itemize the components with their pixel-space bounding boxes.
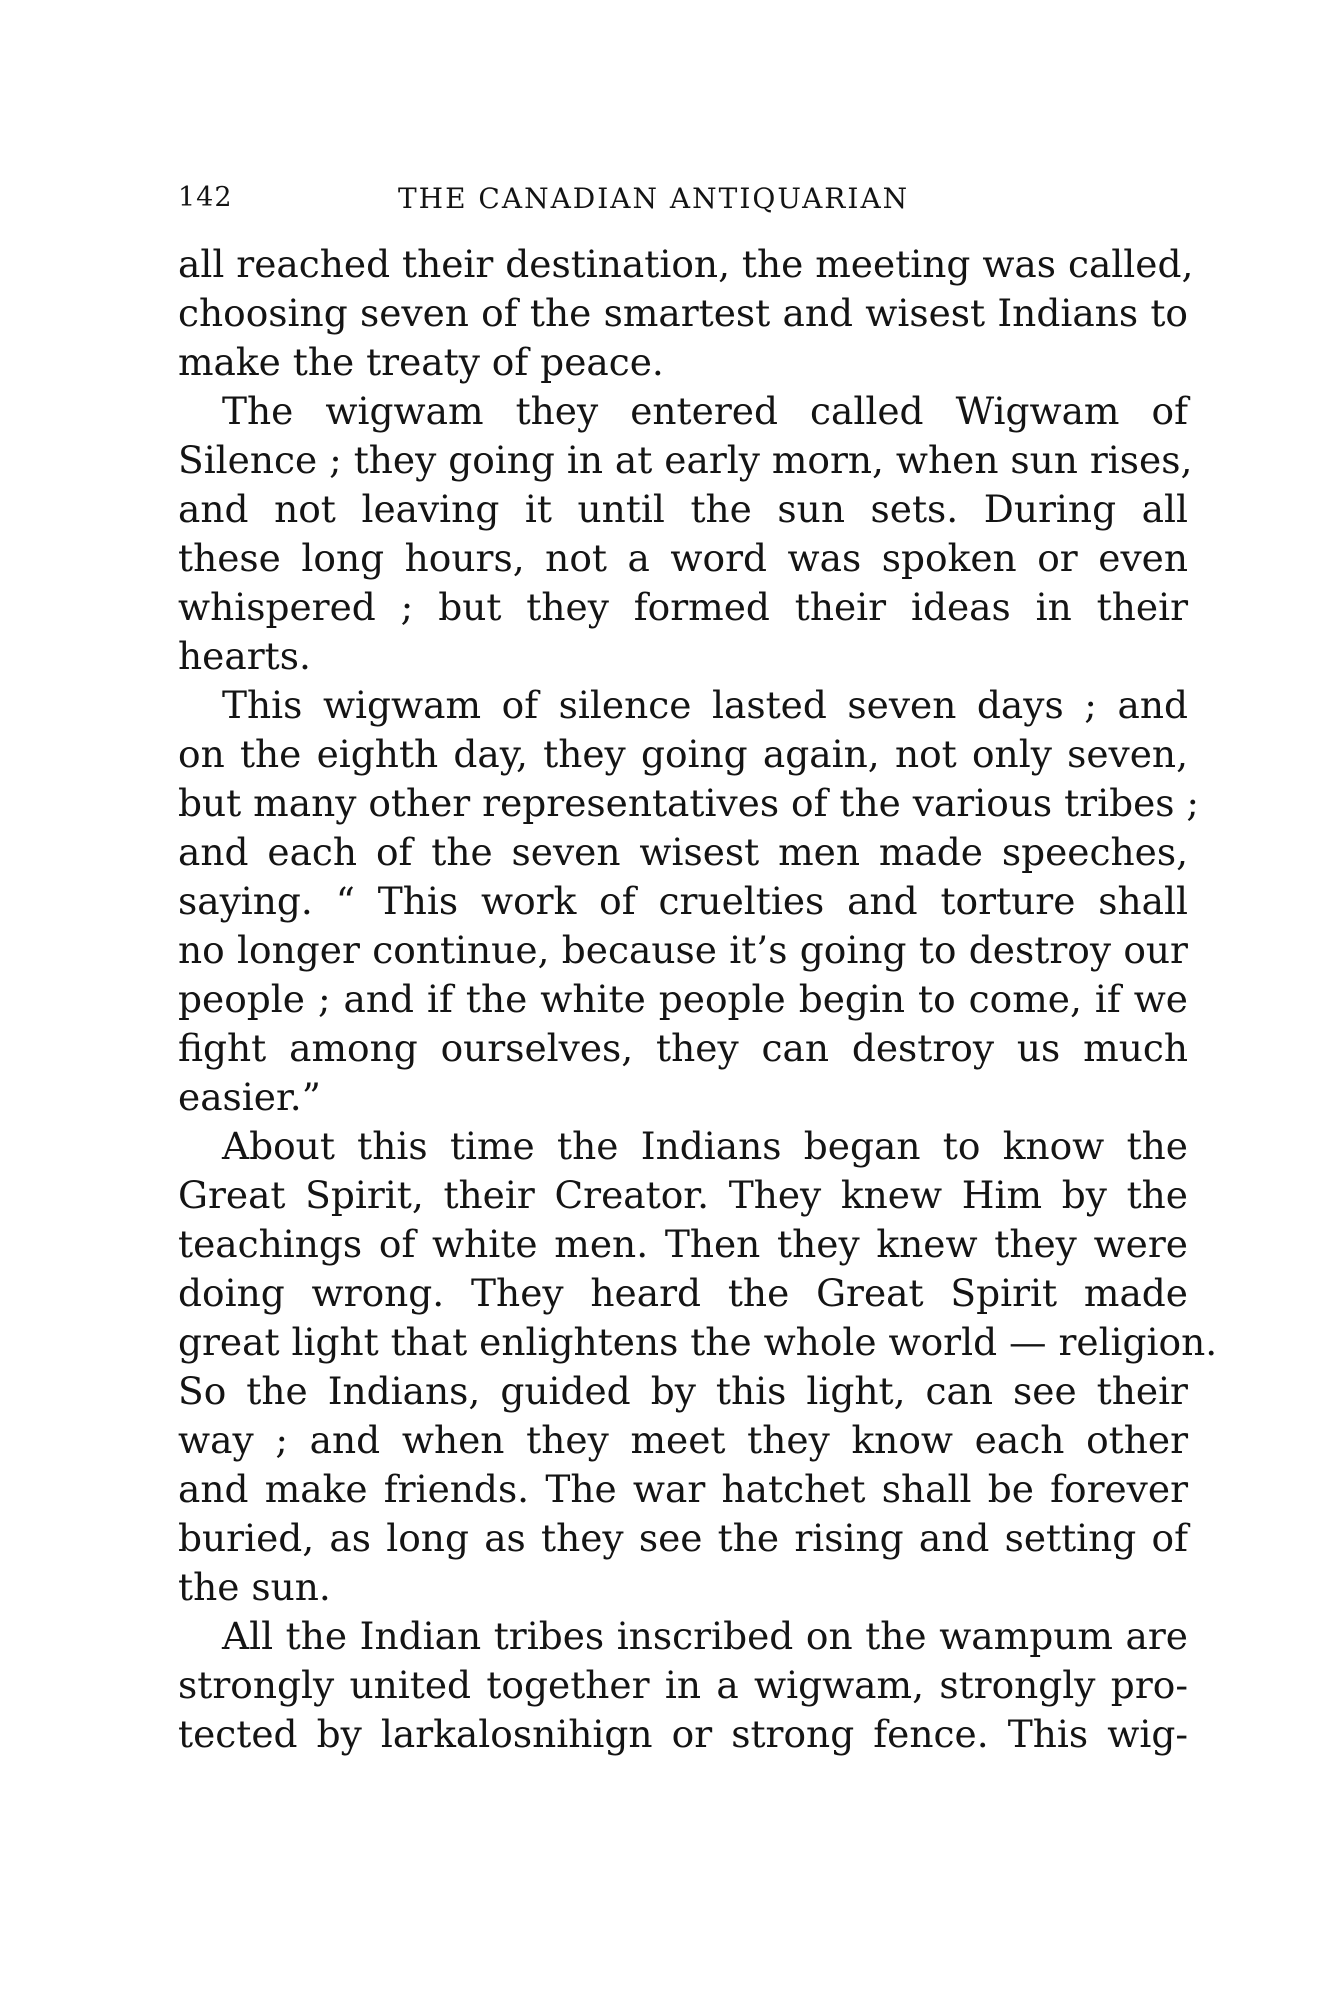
- text-line: but many other representatives of the various tribes ;: [178, 781, 1200, 825]
- text-line: on the eighth day, they going again, not only seven,: [178, 732, 1188, 776]
- text-line: and not leaving it until the sun sets. During all: [178, 487, 1188, 531]
- body-text: [178, 240, 1218, 1759]
- text-line: This wigwam of silence lasted seven days ; and: [222, 683, 1188, 727]
- running-head: [178, 182, 1188, 228]
- text-line: tected by larkalosnihign or strong fence. This wig-: [178, 1712, 1188, 1756]
- running-title: THE CANADIAN ANTIQUARIAN: [398, 182, 910, 215]
- text-line: Great Spirit, their Creator. They knew Him by the: [178, 1173, 1188, 1217]
- text-line: saying. “ This work of cruelties and torture shall: [178, 879, 1188, 923]
- text-line: and make friends. The war hatchet shall be forever: [178, 1467, 1188, 1511]
- text-line: The wigwam they entered called Wigwam of: [222, 389, 1188, 433]
- text-line: All the Indian tribes inscribed on the wampum are: [222, 1614, 1188, 1658]
- text-line: and each of the seven wisest men made speeches,: [178, 830, 1188, 874]
- page-number: 142: [178, 182, 233, 213]
- text-line: make the treaty of peace.: [178, 340, 664, 384]
- text-line: way ; and when they meet they know each other: [178, 1418, 1188, 1462]
- text-line: no longer continue, because it’s going to destroy our: [178, 928, 1188, 972]
- text-line: About this time the Indians began to know the: [222, 1124, 1188, 1168]
- text-line: easier.”: [178, 1075, 321, 1119]
- text-line: buried, as long as they see the rising and setting of: [178, 1516, 1188, 1560]
- text-line: teachings of white men. Then they knew they were: [178, 1222, 1188, 1266]
- text-line: strongly united together in a wigwam, strongly pro-: [178, 1663, 1188, 1707]
- text-line: hearts.: [178, 634, 311, 678]
- text-line: all reached their destination, the meeting was called,: [178, 242, 1194, 286]
- text-line: whispered ; but they formed their ideas in their: [178, 585, 1188, 629]
- text-line: doing wrong. They heard the Great Spirit made: [178, 1271, 1188, 1315]
- text-line: So the Indians, guided by this light, can see their: [178, 1369, 1188, 1413]
- text-line: choosing seven of the smartest and wisest Indians to: [178, 291, 1188, 335]
- text-line: people ; and if the white people begin to come, if we: [178, 977, 1188, 1021]
- text-line: Silence ; they going in at early morn, when sun rises,: [178, 438, 1193, 482]
- text-line: fight among ourselves, they can destroy us much: [178, 1026, 1188, 1070]
- text-line: these long hours, not a word was spoken or even: [178, 536, 1188, 580]
- text-line: great light that enlightens the whole world — religion.: [178, 1320, 1218, 1364]
- text-line: the sun.: [178, 1565, 331, 1609]
